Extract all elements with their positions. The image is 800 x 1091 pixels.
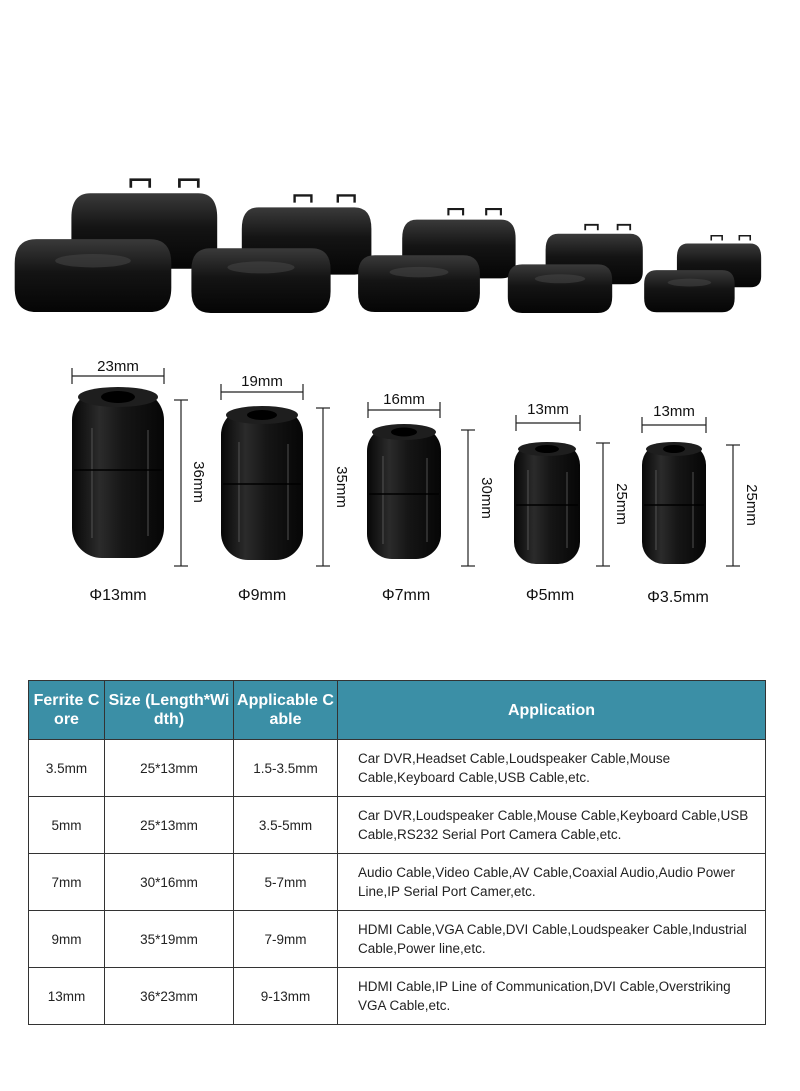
diameter-label-1: Φ13mm [89,587,147,604]
table-row [29,740,766,797]
header-application: Application [338,681,766,740]
cell-cable: 9-13mm [234,968,338,1025]
cell-application: HDMI Cable,VGA Cable,DVI Cable,Loudspeaker Cable,Industrial Cable,Power line,etc. [338,911,766,968]
height-dimension-2 [316,408,330,566]
closed-ferrite-core-5 [642,442,706,564]
cell-core: 9mm [29,911,105,968]
open-ferrite-core-3 [358,209,515,312]
cell-size: 25*13mm [105,740,234,797]
cell-application: Car DVR,Loudspeaker Cable,Mouse Cable,Keyboard Cable,USB Cable,RS232 Serial Port Camera Cable,etc. [338,797,766,854]
height-label-1: 36mm [190,461,207,503]
cell-size: 30*16mm [105,854,234,911]
height-dimension-5 [726,445,740,566]
diameter-label-3: Φ7mm [381,587,431,604]
cell-application: Audio Cable,Video Cable,AV Cable,Coaxial Audio,Audio Power Line,IP Serial Port Camer,etc. [338,854,766,911]
width-label-2: 19mm [241,373,283,390]
table-row [29,968,766,1025]
cell-core: 7mm [29,854,105,911]
height-label-3: 30mm [478,477,495,519]
width-label-4: 13mm [527,401,569,418]
table-row [29,854,766,911]
width-label-5: 13mm [653,403,695,420]
open-ferrite-core-1 [15,180,218,312]
height-dimension-3 [461,430,475,566]
height-label-4: 25mm [613,483,630,525]
open-ferrite-core-2 [191,195,371,313]
header-applicable-cable: Applicable Cable [234,681,338,740]
height-label-2: 35mm [333,466,350,508]
height-dimension-4 [596,443,610,566]
height-label-5: 25mm [743,484,760,526]
open-ferrite-core-5 [644,236,761,312]
height-dimension-1 [174,400,188,566]
closed-ferrite-core-4 [514,442,580,564]
table-row [29,797,766,854]
cell-size: 25*13mm [105,797,234,854]
diameter-label-2: Φ9mm [237,587,287,604]
width-label-1: 23mm [97,358,139,375]
cell-size: 36*23mm [105,968,234,1025]
cell-core: 5mm [29,797,105,854]
closed-ferrite-core-3 [367,424,441,559]
diameter-label-5: Φ3.5mm [647,589,709,606]
cell-cable: 5-7mm [234,854,338,911]
closed-ferrite-core-2 [221,406,303,560]
header-ferrite-core: Ferrite Core [29,681,105,740]
cell-application: Car DVR,Headset Cable,Loudspeaker Cable,Mouse Cable,Keyboard Cable,USB Cable,etc. [338,740,766,797]
header-size: Size (Length*Width) [105,681,234,740]
spec-table [28,680,766,1025]
width-label-3: 16mm [383,391,425,408]
closed-ferrite-core-1 [72,387,164,558]
cell-core: 3.5mm [29,740,105,797]
cell-size: 35*19mm [105,911,234,968]
cell-application: HDMI Cable,IP Line of Communication,DVI Cable,Overstriking VGA Cable,etc. [338,968,766,1025]
cell-cable: 3.5-5mm [234,797,338,854]
table-row [29,911,766,968]
diameter-label-4: Φ5mm [525,587,575,604]
table-header-row [29,681,766,740]
cell-core: 13mm [29,968,105,1025]
cell-cable: 7-9mm [234,911,338,968]
cell-cable: 1.5-3.5mm [234,740,338,797]
open-ferrite-core-4 [508,225,643,313]
